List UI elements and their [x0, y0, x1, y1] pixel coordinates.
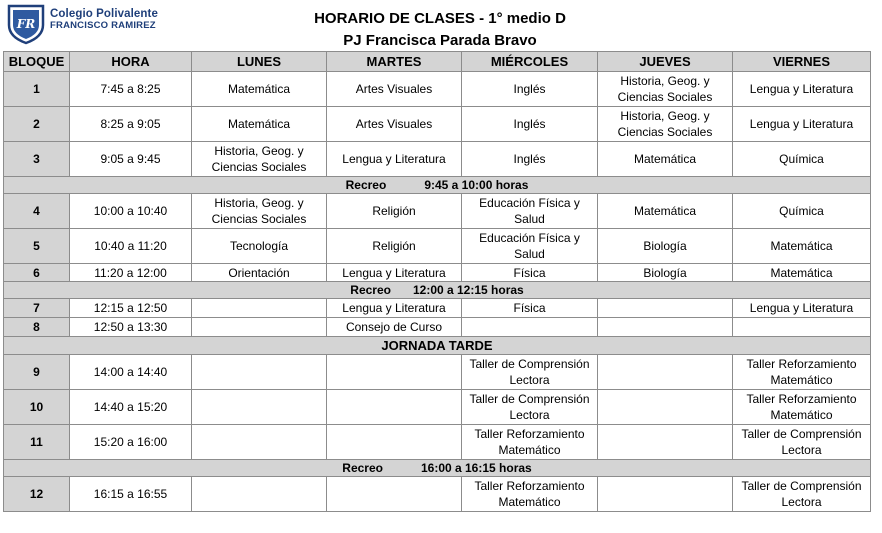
jueves-cell	[598, 477, 733, 512]
header-hora: HORA	[70, 52, 192, 72]
table-row	[4, 477, 871, 512]
bloque-cell: 10	[4, 390, 70, 425]
hora-cell: 12:50 a 13:30	[70, 318, 192, 337]
jueves-cell	[598, 355, 733, 390]
break-time: 12:00 a 12:15 horas	[412, 283, 524, 297]
schedule-table	[3, 51, 871, 512]
martes-cell: Artes Visuales	[327, 72, 462, 107]
break-label: Recreo	[342, 461, 383, 475]
break-label: JORNADA TARDE	[381, 337, 493, 353]
header-miercoles: MIÉRCOLES	[462, 52, 598, 72]
break-label: Recreo	[350, 283, 391, 297]
martes-cell: Lengua y Literatura	[327, 142, 462, 177]
school-name-line1: Colegio Polivalente	[50, 8, 158, 20]
miercoles-cell: Taller de Comprensión Lectora	[462, 355, 598, 390]
lunes-cell	[192, 355, 327, 390]
page-title: HORARIO DE CLASES - 1° medio D	[314, 10, 566, 27]
lunes-cell	[192, 425, 327, 460]
bloque-cell: 4	[4, 194, 70, 229]
miercoles-cell	[462, 318, 598, 337]
jueves-cell: Historia, Geog. y Ciencias Sociales	[598, 107, 733, 142]
break-row	[4, 337, 871, 355]
miercoles-cell: Inglés	[462, 72, 598, 107]
bloque-cell: 8	[4, 318, 70, 337]
table-row	[4, 194, 871, 229]
hora-cell: 10:40 a 11:20	[70, 229, 192, 264]
break-time: 16:00 a 16:15 horas	[420, 461, 532, 475]
break-band	[4, 460, 871, 477]
jueves-cell: Biología	[598, 229, 733, 264]
jornada-tarde-band	[4, 337, 871, 355]
page-subtitle: PJ Francisca Parada Bravo	[343, 32, 537, 49]
martes-cell: Lengua y Literatura	[327, 264, 462, 282]
bloque-cell: 6	[4, 264, 70, 282]
break-row	[4, 177, 871, 194]
jueves-cell	[598, 299, 733, 318]
table-row	[4, 299, 871, 318]
table-row	[4, 264, 871, 282]
school-name	[50, 9, 158, 31]
header-martes: MARTES	[327, 52, 462, 72]
hora-cell: 10:00 a 10:40	[70, 194, 192, 229]
jueves-cell: Biología	[598, 264, 733, 282]
miercoles-cell: Taller Reforzamiento Matemático	[462, 425, 598, 460]
hora-cell: 11:20 a 12:00	[70, 264, 192, 282]
hora-cell: 8:25 a 9:05	[70, 107, 192, 142]
miercoles-cell: Física	[462, 264, 598, 282]
viernes-cell: Lengua y Literatura	[733, 299, 871, 318]
hora-cell: 15:20 a 16:00	[70, 425, 192, 460]
bloque-cell: 3	[4, 142, 70, 177]
hora-cell: 14:40 a 15:20	[70, 390, 192, 425]
lunes-cell: Orientación	[192, 264, 327, 282]
martes-cell: Religión	[327, 194, 462, 229]
jueves-cell: Matemática	[598, 194, 733, 229]
martes-cell	[327, 390, 462, 425]
martes-cell: Consejo de Curso	[327, 318, 462, 337]
viernes-cell: Taller de Comprensión Lectora	[733, 477, 871, 512]
hora-cell: 12:15 a 12:50	[70, 299, 192, 318]
viernes-cell: Química	[733, 142, 871, 177]
bloque-cell: 1	[4, 72, 70, 107]
header-lunes: LUNES	[192, 52, 327, 72]
miercoles-cell: Taller Reforzamiento Matemático	[462, 477, 598, 512]
table-row	[4, 390, 871, 425]
table-row	[4, 142, 871, 177]
break-row	[4, 282, 871, 299]
viernes-cell	[733, 318, 871, 337]
miercoles-cell: Educación Física y Salud	[462, 229, 598, 264]
martes-cell	[327, 355, 462, 390]
table-row	[4, 355, 871, 390]
martes-cell	[327, 477, 462, 512]
table-row	[4, 318, 871, 337]
lunes-cell: Matemática	[192, 107, 327, 142]
martes-cell: Lengua y Literatura	[327, 299, 462, 318]
viernes-cell: Taller Reforzamiento Matemático	[733, 355, 871, 390]
break-label: Recreo	[345, 178, 387, 192]
hora-cell: 14:00 a 14:40	[70, 355, 192, 390]
table-row	[4, 229, 871, 264]
jueves-cell	[598, 425, 733, 460]
lunes-cell: Historia, Geog. y Ciencias Sociales	[192, 142, 327, 177]
viernes-cell: Lengua y Literatura	[733, 107, 871, 142]
break-band	[4, 282, 871, 299]
jueves-cell	[598, 390, 733, 425]
viernes-cell: Matemática	[733, 264, 871, 282]
lunes-cell: Tecnología	[192, 229, 327, 264]
table-row	[4, 425, 871, 460]
lunes-cell	[192, 390, 327, 425]
viernes-cell: Química	[733, 194, 871, 229]
miercoles-cell: Inglés	[462, 142, 598, 177]
hora-cell: 7:45 a 8:25	[70, 72, 192, 107]
logo-monogram: FR	[16, 17, 36, 31]
bloque-cell: 11	[4, 425, 70, 460]
school-name-line2: FRANCISCO RAMIREZ	[50, 20, 156, 31]
bloque-cell: 12	[4, 477, 70, 512]
martes-cell: Religión	[327, 229, 462, 264]
shield-icon	[6, 3, 46, 45]
bloque-cell: 5	[4, 229, 70, 264]
miercoles-cell: Inglés	[462, 107, 598, 142]
break-time: 9:45 a 10:00 horas	[424, 178, 529, 192]
header-viernes: VIERNES	[733, 52, 871, 72]
miercoles-cell: Taller de Comprensión Lectora	[462, 390, 598, 425]
lunes-cell	[192, 477, 327, 512]
hora-cell: 9:05 a 9:45	[70, 142, 192, 177]
miercoles-cell: Educación Física y Salud	[462, 194, 598, 229]
viernes-cell: Taller Reforzamiento Matemático	[733, 390, 871, 425]
school-logo	[6, 3, 46, 45]
lunes-cell	[192, 318, 327, 337]
table-row	[4, 107, 871, 142]
header-jueves: JUEVES	[598, 52, 733, 72]
viernes-cell: Taller de Comprensión Lectora	[733, 425, 871, 460]
viernes-cell: Matemática	[733, 229, 871, 264]
bloque-cell: 9	[4, 355, 70, 390]
lunes-cell: Matemática	[192, 72, 327, 107]
martes-cell	[327, 425, 462, 460]
miercoles-cell: Física	[462, 299, 598, 318]
lunes-cell	[192, 299, 327, 318]
jueves-cell: Historia, Geog. y Ciencias Sociales	[598, 72, 733, 107]
jueves-cell	[598, 318, 733, 337]
martes-cell: Artes Visuales	[327, 107, 462, 142]
lunes-cell: Historia, Geog. y Ciencias Sociales	[192, 194, 327, 229]
hora-cell: 16:15 a 16:55	[70, 477, 192, 512]
header-row	[4, 52, 871, 72]
bloque-cell: 7	[4, 299, 70, 318]
jueves-cell: Matemática	[598, 142, 733, 177]
bloque-cell: 2	[4, 107, 70, 142]
viernes-cell: Lengua y Literatura	[733, 72, 871, 107]
break-row	[4, 460, 871, 477]
break-band	[4, 177, 871, 194]
table-row	[4, 72, 871, 107]
header-bloque: BLOQUE	[4, 52, 70, 72]
